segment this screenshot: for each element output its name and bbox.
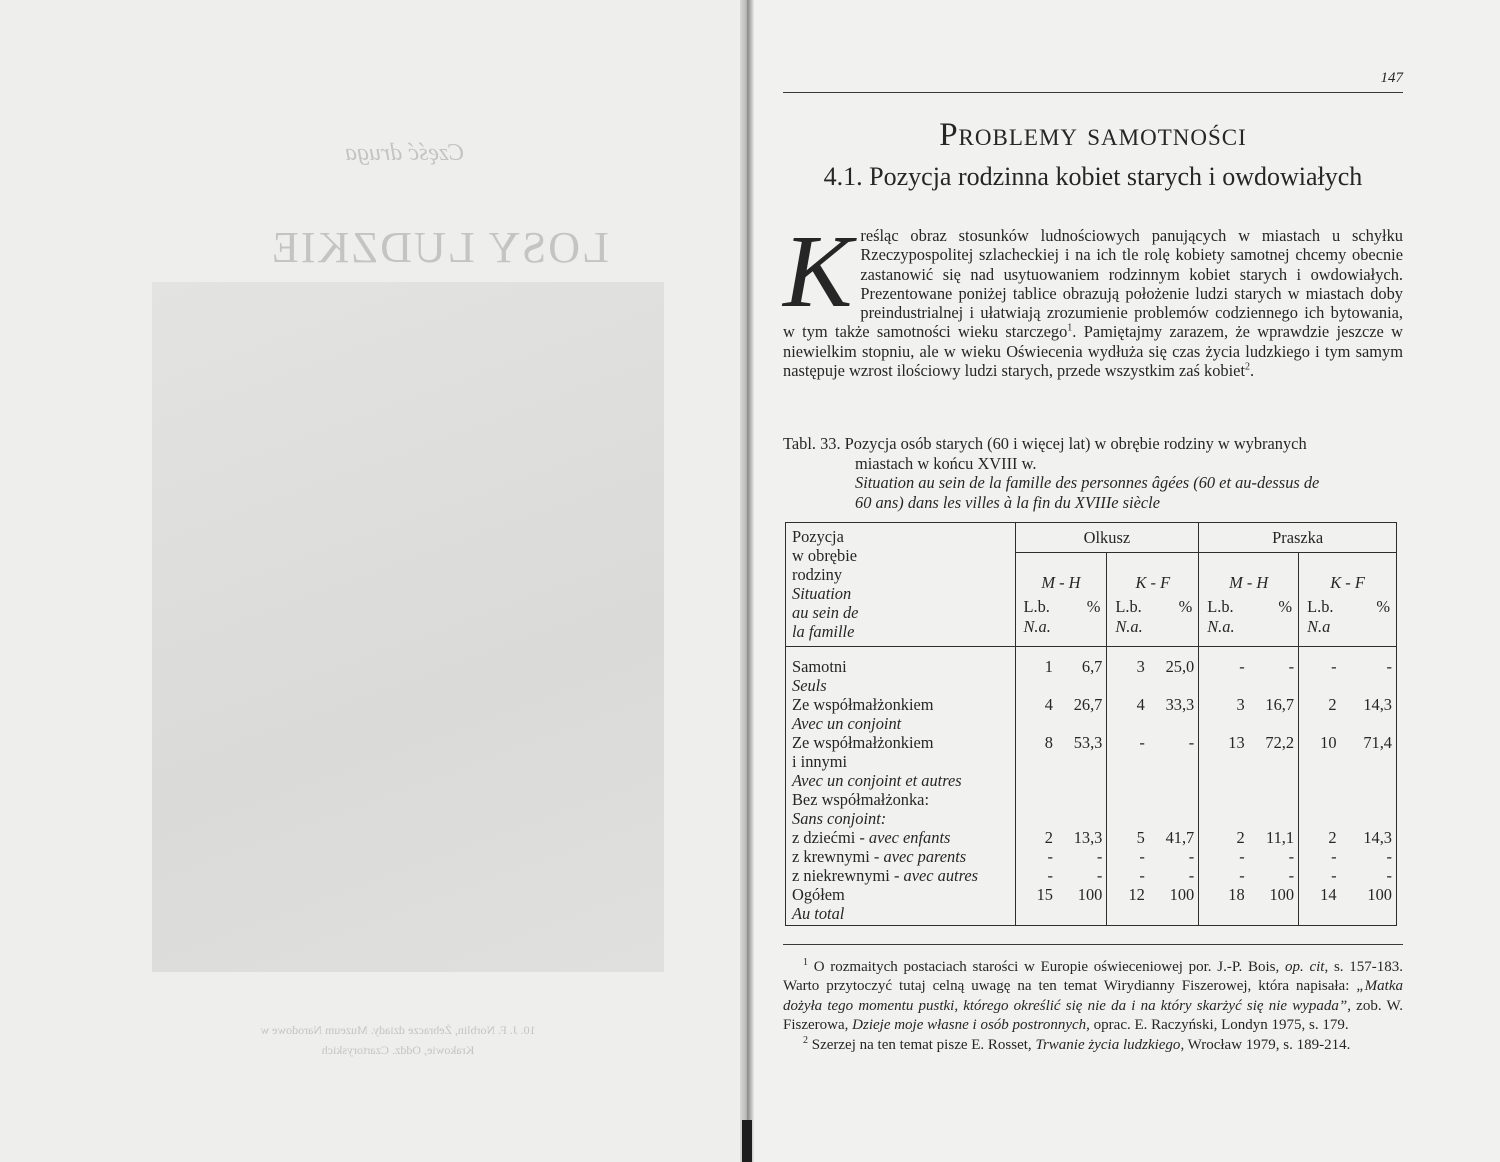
cell: - — [1015, 847, 1057, 866]
row-label: Ze współmałżonkiem — [792, 694, 934, 714]
body-text-2: . Pamiętajmy zarazem, że wprawdzie jeszcze w niewielkim stopniu, ale w wieku Oświecenia wydłuża się czas życia ludzkiego i tym samym następuje wzrost ilościowy ludzi starych, przede wszystkim zaś kobiet — [783, 322, 1403, 381]
cell: 25,0 — [1165, 656, 1195, 676]
cell: - — [1107, 866, 1149, 885]
cell: 15 — [1015, 885, 1057, 904]
city-header-olkusz: Olkusz — [1015, 523, 1199, 553]
row-label: z dziećmi - avec enfants — [792, 827, 951, 847]
table-row — [786, 866, 1397, 885]
cell: - — [1096, 846, 1103, 866]
header-label-fr-line: Situation — [792, 584, 852, 603]
cell: - — [1288, 846, 1295, 866]
cell: 13 — [1199, 733, 1249, 752]
pct-header: % — [1341, 597, 1397, 647]
caption-fr-2: 60 ans) dans les villes à la fin du XVIIIe siècle — [855, 492, 1160, 512]
bleed-through-caption: 10. J. F. Norblin, Żebracze dziady. Muzeum Narodowe w Krakowie, Oddz. Czartoryskich — [260, 1023, 536, 1057]
cell: - — [1386, 865, 1392, 885]
row-label: Bez współmałżonka: — [792, 789, 930, 809]
table-row — [786, 657, 1397, 676]
cell: 4 — [1107, 695, 1149, 714]
table-row — [786, 828, 1397, 847]
cell: 71,4 — [1363, 732, 1392, 752]
footnote-1: $^1$ O rozmaitych postaciach starości w Europie oświeceniowej por. J.-P. Bois, op. cit, s. 157-183. Warto przytoczyć tutaj celną uwagę na ten temat Wirydianny Fiszerowej, która napisała: „Matka dożyła tego momentu pustki, którego określić się nie da i na który skarżyć się nie wypada”, zob. W. Fiszerowa, Dzieje moje własne i osób postronnych, oprac. E. Raczyński, Londyn 1975, s. 179. — [783, 957, 1404, 1034]
lb-header: L.b. N.a. — [1015, 597, 1057, 647]
footnote-ref-2[interactable]: 2 — [1245, 361, 1251, 373]
row-label-cont: i innymi — [792, 751, 848, 771]
cell: - — [1188, 846, 1195, 866]
row-label-fr: Avec un conjoint — [792, 713, 902, 733]
cell: 14,3 — [1363, 827, 1392, 847]
row-label: z niekrewnymi - avec autres — [792, 865, 979, 885]
cell: - — [1107, 847, 1149, 866]
cell: - — [1288, 865, 1295, 885]
table-caption — [783, 434, 1403, 512]
cell: 13,3 — [1073, 827, 1103, 847]
drop-cap: K — [783, 214, 853, 329]
cell: - — [1299, 847, 1341, 866]
table-row — [786, 847, 1397, 866]
cell: 14,3 — [1363, 694, 1392, 714]
sex-header: K - F — [1299, 553, 1397, 597]
cell: 18 — [1199, 885, 1249, 904]
body-paragraph — [783, 214, 1403, 381]
caption-line-1: Tabl. 33. Pozycja osób starych (60 i więcej lat) w obrębie rodziny w wybranych — [783, 434, 1307, 453]
row-label: Samotni — [792, 656, 847, 676]
cell: 12 — [1107, 885, 1149, 904]
cell: 6,7 — [1081, 656, 1103, 676]
table-row-total — [786, 885, 1397, 904]
cell: - — [1386, 656, 1392, 676]
header-label-line: rodziny — [792, 565, 843, 584]
row-label: z krewnymi - avec parents — [792, 846, 967, 866]
cell: 2 — [1299, 695, 1341, 714]
cell: - — [1288, 656, 1295, 676]
data-table — [785, 522, 1397, 926]
cell: - — [1096, 865, 1103, 885]
lb-header: L.b. N.a — [1299, 597, 1341, 647]
sex-header: M - H — [1199, 553, 1299, 597]
book-gutter — [740, 0, 754, 1162]
header-position-cell — [786, 523, 1016, 647]
row-label-fr: Seuls — [792, 675, 827, 695]
cell: 100 — [1169, 884, 1195, 904]
cell: - — [1199, 866, 1249, 885]
row-label-fr: Au total — [792, 903, 845, 923]
bleed-through-illustration — [152, 282, 664, 972]
row-label: Ogółem — [792, 884, 845, 904]
footnotes — [783, 958, 1403, 1055]
body-text: reśląc obraz stosunków ludnościowych panujących w miastach u schyłku Rzeczypospolitej szlacheckiej i na ich tle rolę kobiety samotnej chcemy obecnie zastanowić się nad usytuowaniem rodzinnym kobiet starych i owdowiałych. Prezentowane poniżej tablice obrazują położenie ludzi starych w miastach doby preindustrialnej i ułatwiają zrozumienie problemów codziennego ich bytowania, w tym także samotności wieku starczego — [783, 226, 1403, 342]
cell: - — [1386, 846, 1392, 866]
sex-header: K - F — [1107, 553, 1199, 597]
cell: 100 — [1269, 884, 1295, 904]
cell: - — [1199, 847, 1249, 866]
cell: 3 — [1107, 657, 1149, 676]
cell: - — [1188, 865, 1195, 885]
cell: - — [1188, 732, 1195, 752]
cell: - — [1107, 733, 1149, 752]
cell: 8 — [1015, 733, 1057, 752]
header-label-fr-line: la famille — [792, 622, 855, 641]
lb-header: L.b. N.a. — [1199, 597, 1249, 647]
body-text-3: . — [1250, 361, 1255, 381]
header-label-line: w obrębie — [792, 546, 858, 565]
table-row — [786, 733, 1397, 752]
cell: 100 — [1367, 884, 1392, 904]
cell: - — [1299, 657, 1341, 676]
gutter-shadow — [742, 1120, 752, 1162]
cell: 3 — [1199, 695, 1249, 714]
bleed-through-subtitle: Część druga — [345, 140, 465, 166]
row-label-fr: Avec un conjoint et autres — [792, 770, 962, 790]
footnote-2: $^2$ Szerzej na ten temat pisze E. Rosset, Trwanie życia ludzkiego, Wrocław 1979, s. 189-214. — [803, 1034, 1351, 1053]
cell: 2 — [1199, 828, 1249, 847]
page-number: 147 — [1380, 70, 1403, 86]
cell: 5 — [1107, 828, 1149, 847]
table-row — [786, 790, 1397, 809]
footnote-ref-1[interactable]: 1 — [1067, 323, 1073, 335]
city-header-praszka: Praszka — [1199, 523, 1397, 553]
footnote-rule — [783, 944, 1403, 945]
running-header — [783, 72, 1403, 93]
row-label-fr: Sans conjoint: — [792, 808, 887, 828]
lb-header: L.b. N.a. — [1107, 597, 1149, 647]
caption-fr-1: Situation au sein de la famille des personnes âgées (60 et au-dessus de — [855, 473, 1320, 492]
cell: - — [1015, 866, 1057, 885]
cell: 11,1 — [1266, 827, 1295, 847]
cell: 53,3 — [1073, 732, 1103, 752]
cell: - — [1299, 866, 1341, 885]
table-row — [786, 695, 1397, 714]
chapter-title: Problemy samotności — [939, 117, 1247, 153]
cell: 16,7 — [1265, 694, 1295, 714]
cell: 1 — [1015, 657, 1057, 676]
pct-header: % — [1249, 597, 1299, 647]
cell: 33,3 — [1165, 694, 1195, 714]
row-label: Ze współmałżonkiem — [792, 732, 934, 752]
bleed-through-title: LOSY LUDZKIE — [270, 223, 609, 272]
sex-header: M - H — [1015, 553, 1107, 597]
cell: - — [1199, 657, 1249, 676]
pct-header: % — [1149, 597, 1199, 647]
cell: 2 — [1299, 828, 1341, 847]
cell: 41,7 — [1165, 827, 1195, 847]
cell: 72,2 — [1265, 732, 1295, 752]
cell: 10 — [1299, 733, 1341, 752]
header-label-fr-line: au sein de — [792, 603, 859, 622]
section-title: 4.1. Pozycja rodzinna kobiet starych i owdowiałych — [823, 162, 1363, 191]
left-page — [0, 0, 748, 1162]
cell: 2 — [1015, 828, 1057, 847]
cell: 26,7 — [1073, 694, 1103, 714]
cell: 4 — [1015, 695, 1057, 714]
caption-line-2: miastach w końcu XVIII w. — [855, 453, 1037, 473]
pct-header: % — [1057, 597, 1107, 647]
cell: 100 — [1077, 884, 1103, 904]
cell: 14 — [1299, 885, 1341, 904]
header-label-line: Pozycja — [792, 527, 844, 546]
